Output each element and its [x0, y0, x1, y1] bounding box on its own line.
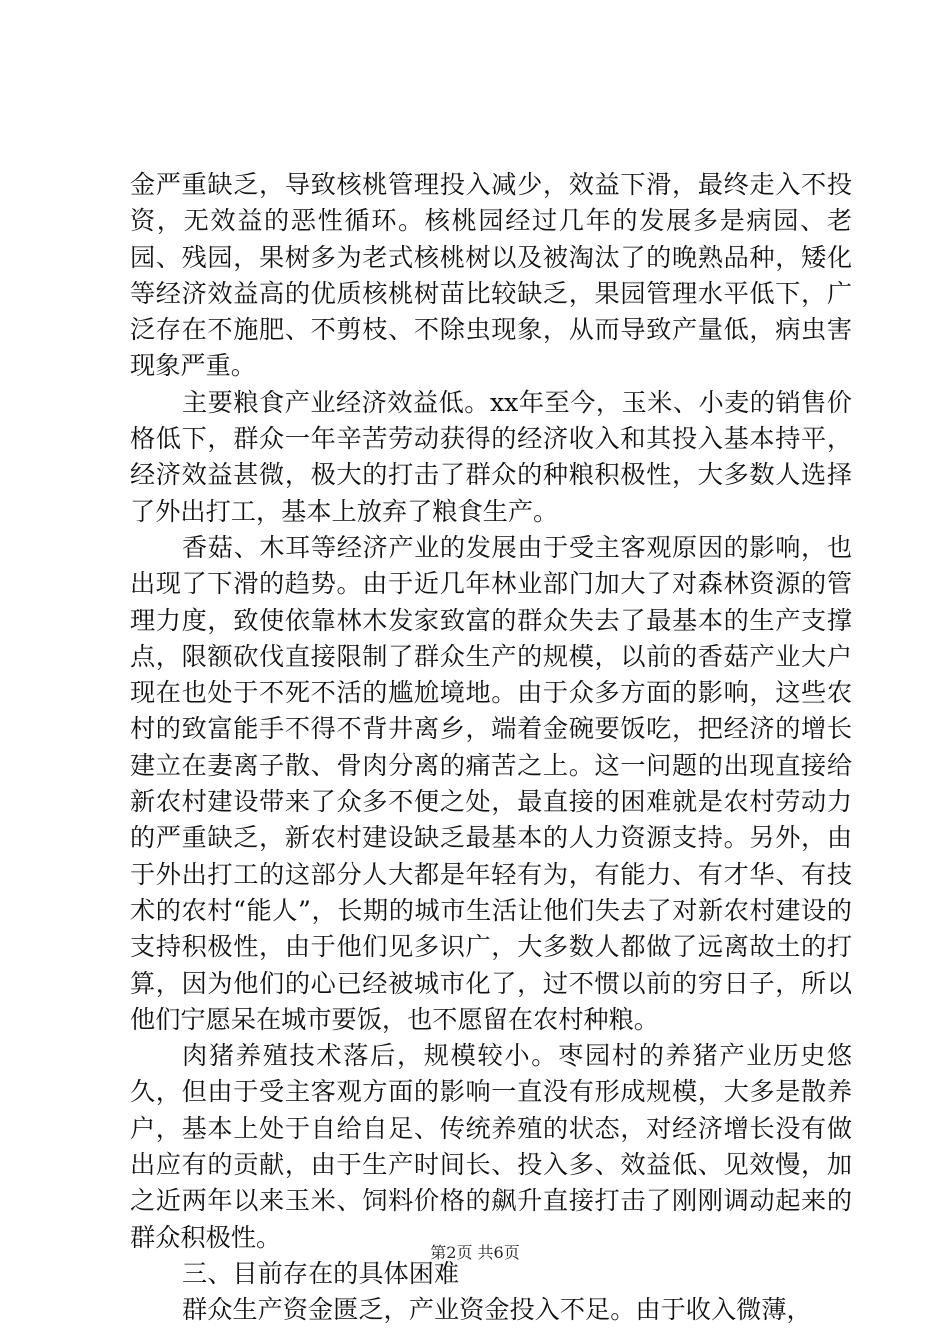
- page-footer: 第2页 共6页: [430, 1243, 520, 1262]
- section-heading-difficulties: 三、目前存在的具体困难: [182, 1258, 460, 1288]
- paragraph-mushroom-industry: 香菇、木耳等经济产业的发展由于受主客观原因的影响，也出现了下滑的趋势。由于近几年林业部门加大了对森林资源的管理力度，致使依靠林木发家致富的群众失去了最基本的生产支撑点，限额砍伐直接限制了群众生产的规模，以前的香菇产业大户现在也处于不死不活的尴尬境地。由于众多方面的影响，这些农村的致富能手不得不背井离乡，端着金碗要饭吃，把经济的增长建立在妻离子散、骨肉分离的痛苦之上。这一问题的出现直接给新农村建设带来了众多不便之处，最直接的困难就是农村劳动力的严重缺乏，新农村建设缺乏最基本的人力资源支持。另外，由于外出打工的这部分人大都是年轻有为，有能力、有才华、有技术的农村“能人”，长期的城市生活让他们失去了对新农村建设的支持积极性，由于他们见多识广，大多数人都做了远离故土的打算，因为他们的心已经被城市化了，过不惯以前的穷日子，所以他们宁愿呆在城市要饭，也不愿留在农村种粮。: [130, 532, 852, 1034]
- paragraph-pig-farming: 肉猪养殖技术落后，规模较小。枣园村的养猪产业历史悠久，但由于受主客观方面的影响一直没有形成规模，大多是散养户，基本上处于自给自足、传统养殖的状态，对经济增长没有做出应有的贡献，由于生产时间长、投入多、效益低、见效慢，加之近两年以来玉米、饲料价格的飙升直接打击了刚刚调动起来的群众积极性。: [130, 1041, 852, 1252]
- paragraph-grain-industry: 主要粮食产业经济效益低。xx年至今，玉米、小麦的销售价格低下，群众一年辛苦劳动获得的经济收入和其投入基本持平，经济效益甚微，极大的打击了群众的种粮积极性，大多数人选择了外出打工，基本上放弃了粮食生产。: [130, 387, 852, 526]
- paragraph-funding-shortage: 群众生产资金匮乏，产业资金投入不足。由于收入微薄，: [182, 1295, 812, 1325]
- document-body: [130, 167, 852, 1329]
- paragraph-walnut-problems: 金严重缺乏，导致核桃管理投入减少，效益下滑，最终走入不投资，无效益的恶性循环。核桃园经过几年的发展多是病园、老园、残园，果树多为老式核桃树以及被淘汰了的晚熟品种，矮化等经济效益高的优质核桃树苗比较缺乏，果园管理水平低下，广泛存在不施肥、不剪枝、不除虫现象，从而导致产量低，病虫害现象严重。: [130, 170, 852, 381]
